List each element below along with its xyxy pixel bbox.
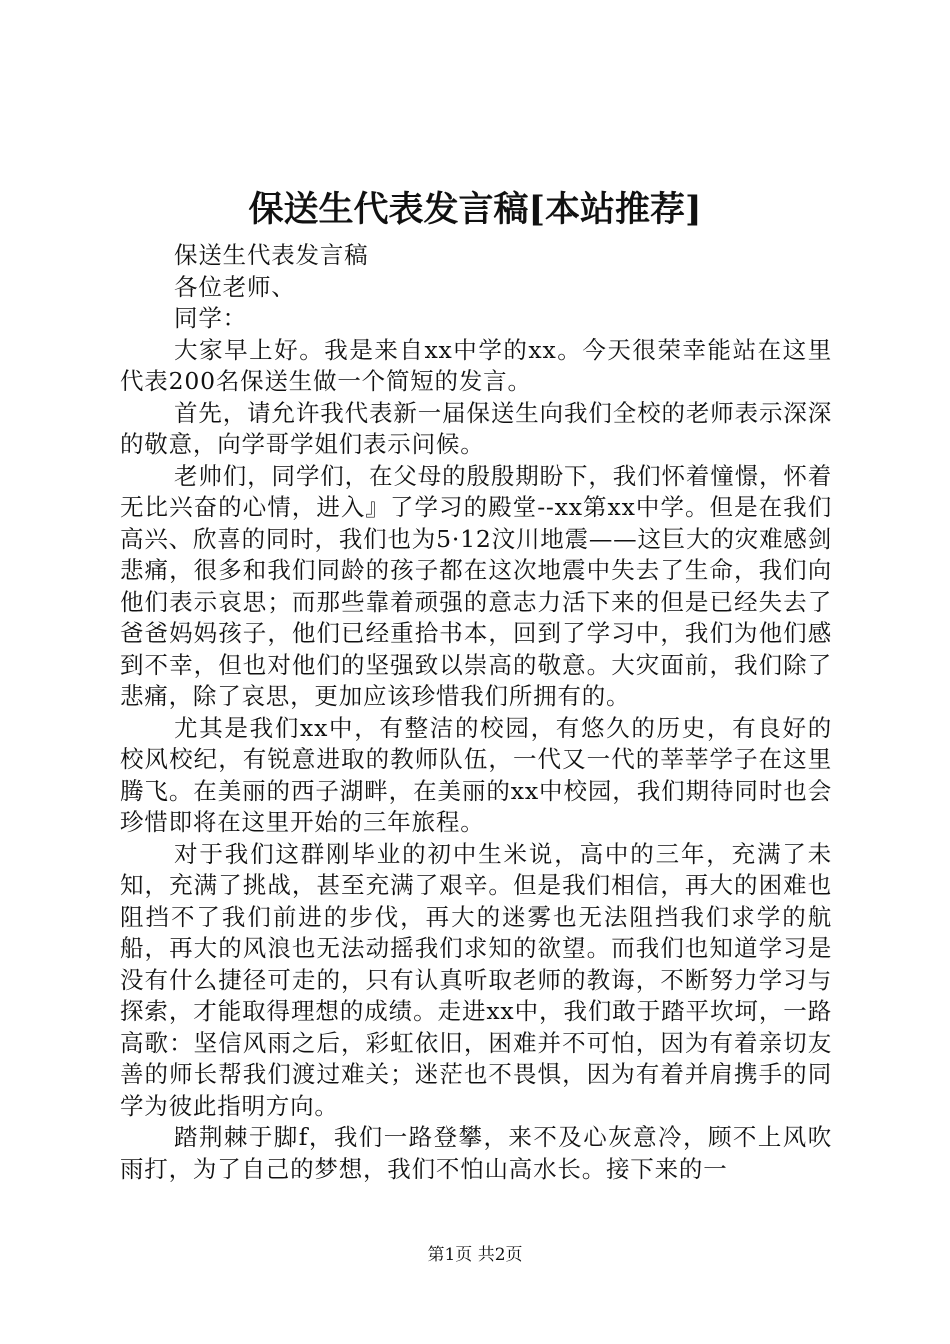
paragraph-greeting: 大家早上好。我是来自xx中学的xx。今天很荣幸能站在这里代表200名保送生做一个简短的发言。 xyxy=(120,335,832,395)
paragraph-salutation-students: 同学： xyxy=(174,304,247,332)
paragraph-heading: 保送生代表发言稿 xyxy=(174,241,369,269)
document-body xyxy=(120,240,832,1185)
paragraph-salutation-teachers: 各位老师、 xyxy=(174,272,296,301)
document-title: 保送生代表发言稿[本站推荐] xyxy=(248,189,702,230)
paragraph-school: 尤其是我们xx中，有整洁的校园，有悠久的历史，有良好的校风校纪，有锐意进取的教师队伍，一代又一代的莘莘学子在这里腾飞。在美丽的西子湖畔，在美丽的xx中校园，我们期待同时也会珍惜即将在这里开始的三年旅程。 xyxy=(120,713,832,836)
paragraph-challenges: 对于我们这群刚毕业的初中生米说，高中的三年，充满了未知，充满了挑战，甚至充满了艰辛。但是我们相信，再大的困难也阻挡不了我们前进的步伐，再大的迷雾也无法阻挡我们求学的航船，再大的风浪也无法动摇我们求知的欲望。而我们也知道学习是没有什么捷径可走的，只有认真听取老师的教诲，不断努力学习与探索，才能取得理想的成绩。走进xx中，我们敢于踏平坎坷，一路高歌：坚信风雨之后，彩虹依旧，困难并不可怕，因为有着亲切友善的师长帮我们渡过难关；迷茫也不畏惧，因为有着并肩携手的同学为彼此指明方向。 xyxy=(120,839,832,1120)
paragraph-respect: 首先，请允许我代表新一届保送生向我们全校的老师表示深深的敬意，向学哥学姐们表示问候。 xyxy=(120,398,832,458)
paragraph-earthquake: 老帅们，同学们，在父母的殷殷期盼下，我们怀着憧憬，怀着无比兴奋的心情，进入』了学习的殿堂--xx第xx中学。但是在我们高兴、欣喜的同时，我们也为5·12汶川地震——这巨大的灾难感剑悲痛，很多和我们同龄的孩子都在这次地震中失去了生命，我们向他们表示哀思；而那些靠着顽强的意志力活下来的但是已经失去了爸爸妈妈孩子，他们已经重拾书本，回到了学习中，我们为他们感到不幸，但也对他们的坚强致以崇高的敬意。大灾面前，我们除了悲痛，除了哀思，更加应该珍惜我们所拥有的。 xyxy=(120,461,832,710)
paragraph-conclusion: 踏荆棘于脚f，我们一路登攀，来不及心灰意冷，顾不上风吹雨打，为了自己的梦想，我们不怕山高水长。接下来的一 xyxy=(120,1123,832,1183)
page-footer: 第1页 共2页 xyxy=(427,1245,523,1265)
